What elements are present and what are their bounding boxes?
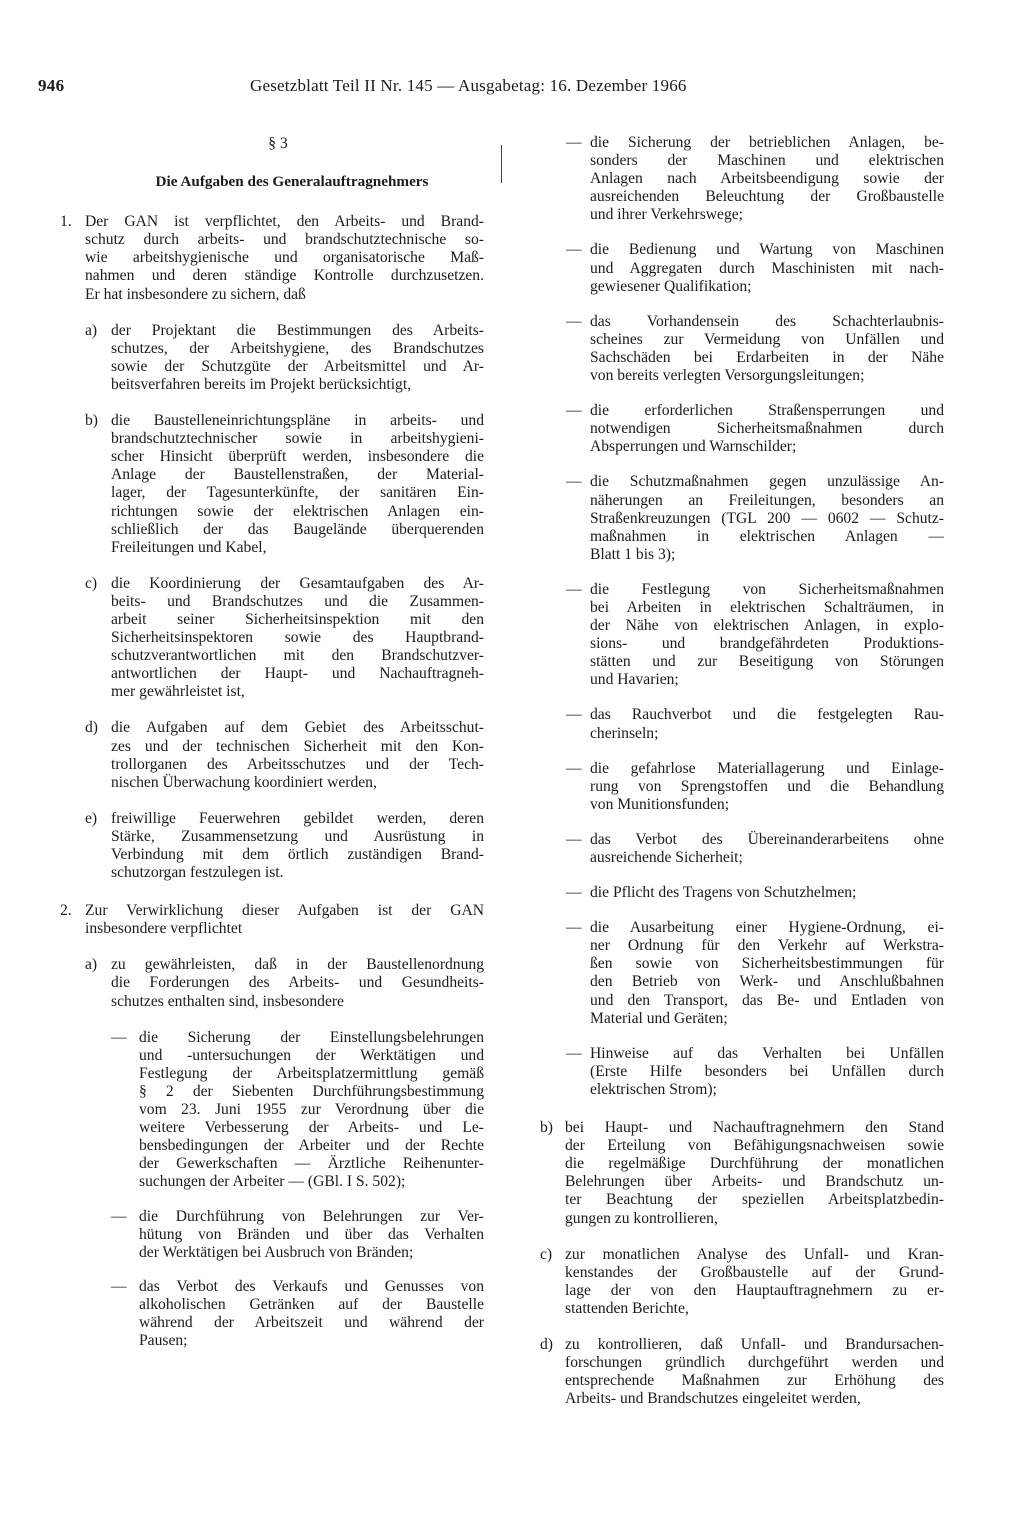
item-text (111, 719, 484, 791)
text-line: die regelmäßige Durchführung der monatlichen (565, 1155, 944, 1173)
text-line: lager, der Tagesunterkünfte, der sanitären Ein- (111, 484, 484, 502)
text-line: § 2 der Siebenten Durchführungsbestimmung (139, 1082, 484, 1100)
item-marker: a) (85, 956, 98, 974)
text-line: stätten und zur Beseitigung von Störungen (590, 653, 944, 671)
text-line: schutzes enthalten sind, insbesondere (111, 992, 344, 1010)
item-marker: — (566, 1044, 582, 1062)
dash-item (540, 919, 944, 1028)
text-line: die Forderungen des Arbeits- und Gesundheits- (111, 974, 484, 992)
item-text (565, 1336, 944, 1408)
text-line: scher Hinsicht überprüft werden, insbesondere die (111, 448, 484, 466)
item-marker: c) (540, 1245, 553, 1263)
text-line: Arbeits- und Brandschutzes eingeleitet werden, (565, 1390, 861, 1408)
subitem-1a (85, 322, 484, 394)
text-line: Hinweise auf das Verhalten bei Unfällen (590, 1044, 944, 1062)
text-line: (Erste Hilfe besonders bei Unfällen durch (590, 1062, 944, 1080)
item-marker: c) (85, 574, 98, 592)
item-text (590, 919, 944, 1028)
text-line: und -untersuchungen der Werktätigen und (139, 1046, 484, 1064)
item-marker: — (566, 312, 582, 330)
text-line: ner Ordnung für den Verkehr auf Werkstra- (590, 937, 944, 955)
text-line: den Betrieb von Werk- und Anschlußbahnen (590, 973, 944, 991)
text-line: das Rauchverbot und die festgelegten Rau- (590, 706, 944, 724)
text-line: Anlage der Baustellenstraßen, der Material- (111, 466, 484, 484)
item-marker: d) (540, 1335, 553, 1353)
right-column (540, 134, 944, 1426)
item-marker: d) (85, 719, 98, 737)
text-line: bei Arbeiten in elektrischen Schalträumen, in (590, 598, 944, 616)
subitem-1b (85, 412, 484, 557)
dash-item (540, 402, 944, 456)
item-text (565, 1119, 944, 1228)
item-text (590, 241, 944, 295)
item-marker: — (111, 1207, 127, 1225)
item-text (590, 760, 944, 814)
text-line: weitere Verbesserung der Arbeits- und Le- (139, 1119, 484, 1137)
text-line: nischen Überwachung koordiniert werden, (111, 773, 377, 791)
item-marker: — (566, 706, 582, 724)
section-title: Die Aufgaben des Generalauftragnehmers (155, 173, 429, 191)
item-marker: — (566, 402, 582, 420)
text-line: ausreichenden Beleuchtung der Großbaustelle (590, 188, 944, 206)
text-line: ausreichende Sicherheit; (590, 849, 743, 866)
item-text (139, 1208, 484, 1262)
subitem-2c (540, 1246, 944, 1318)
text-line: Pausen; (139, 1332, 188, 1350)
text-line: stattenden Berichte, (565, 1299, 689, 1317)
text-line: die Bedienung und Wartung von Maschinen (590, 241, 944, 259)
text-line: schutzverantwortlichen mit den Brandschutzver- (111, 647, 484, 665)
text-line: gungen zu kontrollieren, (565, 1209, 718, 1227)
text-line: sions- und brandgefährdeten Produktions- (590, 635, 944, 653)
page-number: 946 (38, 76, 65, 95)
text-line: Absperrungen und Warnschilder; (590, 438, 797, 456)
text-line: der Gewerkschaften — Ärztliche Reihenunter- (139, 1155, 484, 1173)
text-line: zes und der technischen Sicherheit mit den Kon- (111, 737, 484, 755)
text-line: ter Beachtung der speziellen Arbeitsplatzbedin- (565, 1191, 944, 1209)
dash-item (540, 241, 944, 295)
text-line: Belehrungen über Arbeits- und Brandschutz un- (565, 1173, 944, 1191)
text-line: die Schutzmaßnahmen gegen unzulässige An- (590, 473, 944, 491)
subitem-2d (540, 1336, 944, 1408)
numbered-item-1 (60, 213, 484, 303)
text-line: richtungen sowie der elektrischen Anlagen ein- (111, 502, 484, 520)
text-line: wie arbeitshygienische und organisatorische Maß- (85, 249, 484, 267)
item-text (111, 810, 484, 882)
item-text (111, 322, 484, 394)
text-line: kenstandes der Großbaustelle auf der Grund- (565, 1263, 944, 1281)
text-line: insbesondere verpflichtet (85, 920, 243, 938)
subitem-1c (85, 575, 484, 702)
text-line: und Havarien; (590, 671, 679, 689)
text-line: der Erteilung von Befähigungsnachweisen sowie (565, 1137, 944, 1155)
text-line: näherungen an Freileitungen, besonders an (590, 491, 944, 509)
text-line: Sicherheitsinspektoren sowie des Hauptbrand- (111, 629, 484, 647)
text-line: die Baustelleneinrichtungspläne in arbeits- und (111, 412, 484, 430)
item-marker: — (111, 1028, 127, 1046)
text-line: schutz durch arbeits- und brandschutztechnische so- (85, 231, 484, 249)
text-line: die Sicherung der Einstellungsbelehrungen (139, 1028, 484, 1046)
text-line: der Projektant die Bestimmungen des Arbeits- (111, 321, 484, 339)
text-line: zu kontrollieren, daß Unfall- und Brandursachen- (565, 1335, 944, 1353)
item-text (111, 412, 484, 557)
text-line: bei Haupt- und Nachauftragnehmern den Stand (565, 1119, 944, 1137)
item-marker: b) (540, 1119, 553, 1137)
section-number: § 3 (268, 135, 288, 152)
item-text (590, 134, 944, 224)
item-text (565, 1246, 944, 1318)
text-line: cherinseln; (590, 724, 659, 742)
text-line: das Verbot des Übereinanderarbeitens ohne (590, 830, 944, 848)
text-line: die Durchführung von Belehrungen zur Ver- (139, 1207, 484, 1225)
dash-item (540, 134, 944, 224)
subitem-2a (85, 956, 484, 1010)
text-line: brandschutztechnischer sowie in arbeitshygieni- (111, 430, 484, 448)
text-line: die Festlegung von Sicherheitsmaßnahmen (590, 580, 944, 598)
item-marker: — (566, 241, 582, 259)
item-text (590, 884, 944, 902)
text-line: ßen sowie von Sicherheitsbestimmungen für (590, 955, 944, 973)
text-line: Er hat insbesondere zu sichern, daß (85, 285, 306, 303)
item-text (590, 831, 944, 867)
item-text (590, 473, 944, 563)
item-marker: — (566, 759, 582, 777)
text-line: beitsverfahren bereits im Projekt berücksichtigt, (111, 375, 412, 393)
text-line: der Nähe von elektrischen Anlagen, in explo- (590, 617, 944, 635)
text-line: und den Transport, das Be- und Entladen von (590, 991, 944, 1009)
column-divider (501, 145, 502, 183)
text-line: alkoholischen Getränken auf der Baustelle (139, 1295, 484, 1313)
text-line: die Aufgaben auf dem Gebiet des Arbeitsschut- (111, 719, 484, 737)
text-line: suchungen der Arbeiter — (GBl. I S. 502); (139, 1173, 406, 1191)
text-line: forschungen gründlich durchgeführt werden und (565, 1354, 944, 1372)
text-line: die Ausarbeitung einer Hygiene-Ordnung, ei- (590, 919, 944, 937)
text-line: die Koordinierung der Gesamtaufgaben des Ar- (111, 574, 484, 592)
text-line: Freileitungen und Kabel, (111, 538, 267, 556)
text-line: schutzes, der Arbeitshygiene, des Brandschutzes (111, 339, 484, 357)
text-line: das Vorhandensein des Schachterlaubnis- (590, 312, 944, 330)
item-marker: e) (85, 809, 98, 827)
item-marker: b) (85, 412, 98, 430)
text-line: die Pflicht des Tragens von Schutzhelmen; (590, 884, 857, 902)
item-marker: — (111, 1277, 127, 1295)
dash-item (540, 581, 944, 690)
item-text (85, 213, 484, 303)
text-line: freiwillige Feuerwehren gebildet werden, deren (111, 809, 484, 827)
item-marker: — (566, 580, 582, 598)
text-line: antwortlichen der Haupt- und Nachauftragneh- (111, 665, 484, 683)
text-line: mer gewährleistet ist, (111, 683, 245, 701)
numbered-item-2 (60, 902, 484, 938)
dash-item (540, 1045, 944, 1099)
item-marker: — (566, 830, 582, 848)
text-line: gewiesener Qualifikation; (590, 277, 752, 295)
item-marker: a) (85, 321, 98, 339)
item-marker: — (566, 884, 582, 902)
text-line: Stärke, Zusammensetzung und Ausrüstung in (111, 827, 484, 845)
text-line: lage der von den Hauptauftragnehmern zu er- (565, 1281, 944, 1299)
text-line: Festlegung der Arbeitsplatzermittlung gemäß (139, 1064, 484, 1082)
subitem-1d (85, 719, 484, 791)
text-line: beits- und Brandschutzes und die Zusammen- (111, 592, 484, 610)
text-line: elektrischen Strom); (590, 1080, 717, 1098)
item-text (85, 902, 484, 938)
item-text (590, 313, 944, 385)
text-line: zur monatlichen Analyse des Unfall- und Kran- (565, 1245, 944, 1263)
text-line: sowie der Schutzgüte der Arbeitsmittel und Ar- (111, 357, 484, 375)
subitem-1e (85, 810, 484, 882)
dash-item (111, 1029, 484, 1192)
left-column (60, 135, 484, 1366)
text-line: von Munitionsfunden; (590, 795, 730, 813)
text-line: Zur Verwirklichung dieser Aufgaben ist der GAN (85, 902, 484, 920)
text-line: Anlagen nach Arbeitsbeendigung sowie der (590, 170, 944, 188)
text-line: von bereits verlegten Versorgungsleitungen; (590, 367, 865, 385)
text-line: sonders der Maschinen und elektrischen (590, 152, 944, 170)
subitem-2b (540, 1119, 944, 1228)
dash-item (540, 760, 944, 814)
text-line: Straßenkreuzungen (TGL 200 — 0602 — Schutz- (590, 509, 944, 527)
text-line: Material und Geräten; (590, 1009, 728, 1027)
item-marker: 1. (60, 213, 72, 231)
dash-item (111, 1208, 484, 1262)
text-line: und ihrer Verkehrswege; (590, 206, 743, 224)
text-line: notwendigen Sicherheitsmaßnahmen durch (590, 420, 944, 438)
dash-item (540, 706, 944, 742)
item-marker: 2. (60, 902, 72, 920)
text-line: während der Arbeitszeit und während der (139, 1313, 484, 1331)
text-line: die gefahrlose Materiallagerung und Einlage- (590, 759, 944, 777)
item-text (590, 581, 944, 690)
text-line: Verbindung mit dem örtlich zuständigen Brand- (111, 846, 484, 863)
text-line: bensbedingungen der Arbeiter und der Rechte (139, 1137, 484, 1155)
text-line: vom 23. Juni 1955 zur Verordnung über die (139, 1101, 484, 1119)
text-line: und Aggregaten durch Maschinisten mit nach- (590, 259, 944, 277)
item-text (590, 706, 944, 742)
text-line: arbeit seiner Sicherheitsinspektion mit den (111, 610, 484, 628)
text-line: schutzorgan festzulegen ist. (111, 864, 284, 882)
text-line: nahmen und deren ständige Kontrolle durchzusetzen. (85, 267, 484, 285)
text-line: der Werktätigen bei Ausbruch von Bränden; (139, 1243, 414, 1261)
item-text (139, 1278, 484, 1350)
dash-item (540, 884, 944, 902)
text-line: Blatt 1 bis 3); (590, 545, 676, 563)
item-text (590, 402, 944, 456)
dash-item (540, 831, 944, 867)
dash-item (540, 313, 944, 385)
text-line: scheines zur Vermeidung von Unfällen und (590, 330, 944, 348)
text-line: maßnahmen in elektrischen Anlagen — (590, 527, 944, 545)
text-line: die Sicherung der betrieblichen Anlagen, be- (590, 134, 944, 151)
dash-item (540, 473, 944, 563)
text-line: hütung von Bränden und über das Verhalten (139, 1225, 484, 1243)
text-line: schließlich der das Baugelände überquerenden (111, 520, 484, 538)
text-line: trollorganen des Arbeitsschutzes und der Tech- (111, 755, 484, 773)
text-line: entsprechende Maßnahmen zur Erhöhung des (565, 1372, 944, 1390)
item-text (590, 1045, 944, 1099)
text-line: zu gewährleisten, daß in der Baustellenordnung (111, 956, 484, 974)
item-text (111, 956, 484, 1010)
text-line: das Verbot des Verkaufs und Genusses von (139, 1277, 484, 1295)
item-text (111, 575, 484, 702)
item-marker: — (566, 919, 582, 937)
text-line: Der GAN ist verpflichtet, den Arbeits- und Brand- (85, 213, 484, 231)
item-marker: — (566, 134, 582, 151)
text-line: rung von Sprengstoffen und die Behandlung (590, 777, 944, 795)
running-head: Gesetzblatt Teil II Nr. 145 — Ausgabetag: 16. Dezember 1966 (250, 76, 687, 95)
text-line: die erforderlichen Straßensperrungen und (590, 402, 944, 420)
dash-item (111, 1278, 484, 1350)
item-text (139, 1029, 484, 1192)
text-line: Sachschäden bei Erdarbeiten in der Nähe (590, 348, 944, 366)
item-marker: — (566, 473, 582, 491)
